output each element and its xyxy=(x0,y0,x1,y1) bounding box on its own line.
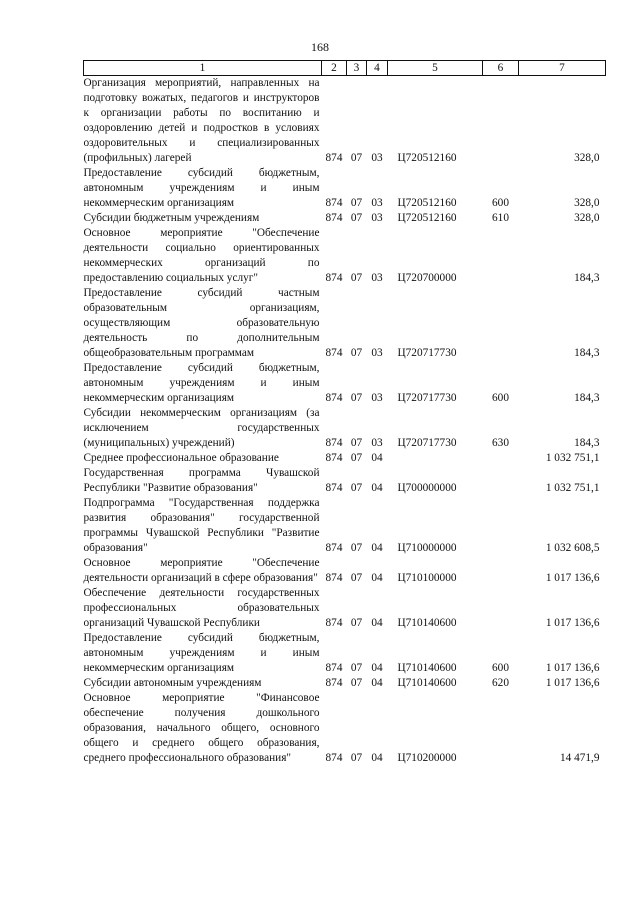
row-expense-type xyxy=(483,226,519,286)
row-section: 07 xyxy=(350,197,363,209)
row-admin-code: 874 xyxy=(325,452,343,464)
header-cell-3: 3 xyxy=(347,61,367,76)
row-subsection: 03 xyxy=(371,392,383,404)
row-name: Основное мероприятие "Обеспечение деятельности организаций в сфере образования" xyxy=(83,557,320,584)
row-section: 07 xyxy=(350,152,363,164)
row-amount: 1 017 136,6 xyxy=(545,617,600,629)
row-target-code: Ц710100000 xyxy=(397,572,457,584)
row-section: 07 xyxy=(350,677,363,689)
table-row xyxy=(84,466,606,496)
table-row xyxy=(84,226,606,286)
row-amount: 184,3 xyxy=(574,272,600,284)
row-subsection: 04 xyxy=(371,482,383,494)
row-expense-type: 600 xyxy=(492,662,509,674)
table-row xyxy=(84,631,606,676)
row-name: Предоставление субсидий частным образовательным организациям, осуществляющим образовательную деятельность по дополнительным общеобразовательным программам xyxy=(83,287,320,359)
row-amount: 328,0 xyxy=(574,152,600,164)
row-amount: 1 032 608,5 xyxy=(545,542,600,554)
row-admin-code: 874 xyxy=(325,482,343,494)
row-admin-code: 874 xyxy=(325,347,343,359)
row-subsection: 04 xyxy=(371,617,383,629)
row-name: Предоставление субсидий бюджетным, автономным учреждениям и иным некоммерческим организациям xyxy=(83,632,320,674)
row-target-code: Ц720512160 xyxy=(397,197,457,209)
row-expense-type xyxy=(483,556,519,586)
header-cell-2: 2 xyxy=(322,61,347,76)
row-admin-code: 874 xyxy=(325,572,343,584)
row-name: Основное мероприятие "Обеспечение деятельности социально ориентированных некоммерческих организаций по предоставлению социальных услуг" xyxy=(83,227,320,284)
row-amount: 1 032 751,1 xyxy=(545,452,600,464)
row-subsection: 03 xyxy=(371,347,383,359)
row-section: 07 xyxy=(350,752,363,764)
row-name: Среднее профессиональное образование xyxy=(83,452,279,464)
row-section: 07 xyxy=(350,572,363,584)
row-subsection: 04 xyxy=(371,572,383,584)
row-amount: 184,3 xyxy=(574,347,600,359)
row-subsection: 03 xyxy=(371,437,383,449)
row-amount: 14 471,9 xyxy=(559,752,600,764)
row-admin-code: 874 xyxy=(325,617,343,629)
row-target-code: Ц710140600 xyxy=(397,662,457,674)
row-amount: 1 017 136,6 xyxy=(545,662,600,674)
row-target-code: Ц710200000 xyxy=(397,752,457,764)
row-expense-type: 630 xyxy=(492,437,509,449)
row-amount: 328,0 xyxy=(574,197,600,209)
row-expense-type: 600 xyxy=(492,392,509,404)
header-cell-5: 5 xyxy=(388,61,483,76)
header-cell-1: 1 xyxy=(84,61,322,76)
row-name: Основное мероприятие "Финансовое обеспечение получения дошкольного образования, начального общего, основного общего и среднего общего образования, среднего профессионального образования" xyxy=(83,692,320,764)
row-section: 07 xyxy=(350,617,363,629)
table-row xyxy=(84,286,606,361)
table-row xyxy=(84,211,606,226)
row-name: Подпрограмма "Государственная поддержка развития образования" государственной программы Чувашской Республики "Развитие образования" xyxy=(83,497,320,554)
table-row xyxy=(84,556,606,586)
row-name: Предоставление субсидий бюджетным, автономным учреждениям и иным некоммерческим организациям xyxy=(83,167,320,209)
header-row xyxy=(84,61,606,76)
row-subsection: 04 xyxy=(371,542,383,554)
header-cell-6: 6 xyxy=(483,61,519,76)
page-number: 168 xyxy=(311,40,329,54)
header-cell-7: 7 xyxy=(519,61,606,76)
row-expense-type: 620 xyxy=(492,677,509,689)
row-target-code: Ц720512160 xyxy=(397,212,457,224)
row-section: 07 xyxy=(350,452,363,464)
row-admin-code: 874 xyxy=(325,152,343,164)
row-admin-code: 874 xyxy=(325,542,343,554)
row-admin-code: 874 xyxy=(325,662,343,674)
row-name: Государственная программа Чувашской Республики "Развитие образования" xyxy=(83,467,320,494)
table-row xyxy=(84,166,606,211)
row-amount: 184,3 xyxy=(574,392,600,404)
row-target-code xyxy=(388,451,483,466)
row-target-code: Ц710000000 xyxy=(397,542,457,554)
row-target-code: Ц720512160 xyxy=(397,152,457,164)
row-target-code: Ц720717730 xyxy=(397,347,457,359)
table-row xyxy=(84,676,606,691)
row-name: Обеспечение деятельности государственных профессиональных образовательных организаций Чувашской Республики xyxy=(83,587,320,629)
row-admin-code: 874 xyxy=(325,752,343,764)
row-section: 07 xyxy=(350,482,363,494)
budget-table xyxy=(83,60,606,766)
row-expense-type xyxy=(483,586,519,631)
row-admin-code: 874 xyxy=(325,272,343,284)
row-subsection: 03 xyxy=(371,197,383,209)
row-subsection: 04 xyxy=(371,662,383,674)
row-section: 07 xyxy=(350,347,363,359)
row-expense-type xyxy=(483,691,519,766)
row-subsection: 04 xyxy=(371,752,383,764)
table-row xyxy=(84,496,606,556)
table-row xyxy=(84,406,606,451)
row-expense-type xyxy=(483,286,519,361)
row-name: Предоставление субсидий бюджетным, автономным учреждениям и иным некоммерческим организациям xyxy=(83,362,320,404)
row-admin-code: 874 xyxy=(325,197,343,209)
row-subsection: 03 xyxy=(371,272,383,284)
row-amount: 184,3 xyxy=(574,437,600,449)
row-expense-type: 600 xyxy=(492,197,509,209)
table-row xyxy=(84,586,606,631)
row-name: Субсидии некоммерческим организациям (за исключением государственных (муниципальных) учреждений) xyxy=(83,407,320,449)
row-subsection: 03 xyxy=(371,212,383,224)
row-expense-type xyxy=(483,451,519,466)
row-amount: 1 032 751,1 xyxy=(545,482,600,494)
row-target-code: Ц710140600 xyxy=(397,617,457,629)
row-admin-code: 874 xyxy=(325,677,343,689)
row-admin-code: 874 xyxy=(325,212,343,224)
row-name: Организация мероприятий, направленных на подготовку вожатых, педагогов и инструкторов к организации работы по воспитанию и оздоровлению детей и подростков в условиях оздоровительных и специализированных (профильных) лагерей xyxy=(83,77,320,164)
row-subsection: 04 xyxy=(371,452,383,464)
table-header xyxy=(84,61,606,76)
row-name: Субсидии автономным учреждениям xyxy=(83,677,262,689)
row-name: Субсидии бюджетным учреждениям xyxy=(83,212,260,224)
row-section: 07 xyxy=(350,437,363,449)
table-row xyxy=(84,691,606,766)
row-target-code: Ц720700000 xyxy=(397,272,457,284)
row-target-code: Ц710140600 xyxy=(397,677,457,689)
row-section: 07 xyxy=(350,392,363,404)
row-expense-type: 610 xyxy=(492,212,509,224)
row-expense-type xyxy=(483,76,519,167)
row-amount: 328,0 xyxy=(574,212,600,224)
row-expense-type xyxy=(483,466,519,496)
row-section: 07 xyxy=(350,542,363,554)
row-section: 07 xyxy=(350,662,363,674)
row-amount: 1 017 136,6 xyxy=(545,677,600,689)
row-target-code: Ц720717730 xyxy=(397,392,457,404)
row-section: 07 xyxy=(350,212,363,224)
table-body xyxy=(84,76,606,767)
table-row xyxy=(84,76,606,167)
row-target-code: Ц700000000 xyxy=(397,482,457,494)
row-admin-code: 874 xyxy=(325,392,343,404)
header-cell-4: 4 xyxy=(367,61,388,76)
row-subsection: 04 xyxy=(371,677,383,689)
table-row xyxy=(84,361,606,406)
row-target-code: Ц720717730 xyxy=(397,437,457,449)
row-admin-code: 874 xyxy=(325,437,343,449)
row-amount: 1 017 136,6 xyxy=(545,572,600,584)
row-subsection: 03 xyxy=(371,152,383,164)
row-expense-type xyxy=(483,496,519,556)
table-row xyxy=(84,451,606,466)
row-section: 07 xyxy=(350,272,363,284)
